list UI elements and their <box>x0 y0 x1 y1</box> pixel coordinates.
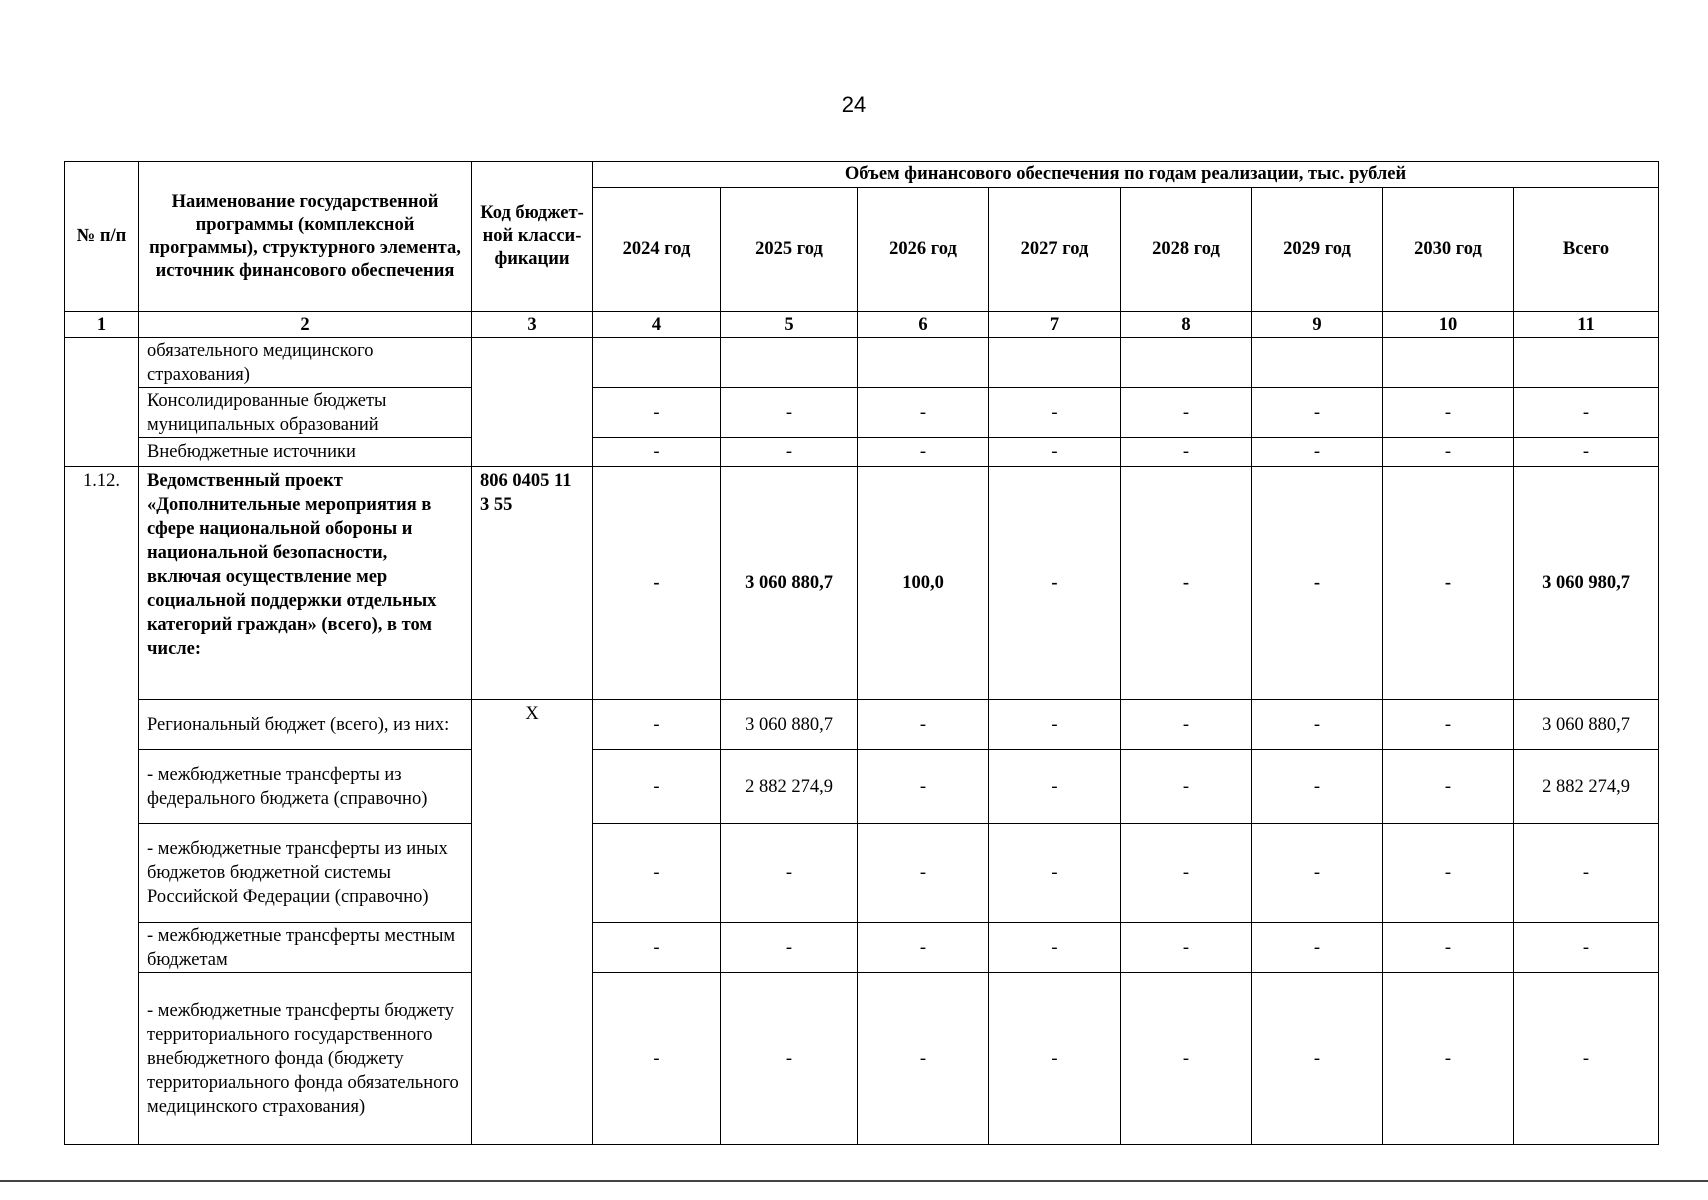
cell-value: - <box>1383 467 1514 700</box>
cell-value <box>721 338 858 388</box>
cell-value: - <box>1383 700 1514 750</box>
table-row <box>65 923 1659 973</box>
column-number: 11 <box>1514 312 1659 338</box>
cell-value: - <box>1383 824 1514 923</box>
table-row <box>65 700 1659 750</box>
cell-value: - <box>1252 973 1383 1145</box>
column-number: 5 <box>721 312 858 338</box>
header-year: 2030 год <box>1383 188 1514 312</box>
header-year: 2027 год <box>989 188 1121 312</box>
cell-value: - <box>1383 923 1514 973</box>
page-number: 24 <box>841 92 867 117</box>
cell-value: - <box>1383 973 1514 1145</box>
cell-value: - <box>1252 700 1383 750</box>
cell-value: - <box>1252 923 1383 973</box>
table-row <box>65 824 1659 923</box>
cell-value <box>593 338 721 388</box>
cell-code: 806 0405 11 3 55 <box>472 467 593 700</box>
header-year: 2029 год <box>1252 188 1383 312</box>
header-name: Наименование государственной программы (комплексной программы), структурного элемента, источник финансового обеспечения <box>139 162 472 312</box>
cell-value: - <box>593 438 721 467</box>
column-number: 4 <box>593 312 721 338</box>
cell-value: 100,0 <box>858 467 989 700</box>
cell-value <box>1514 338 1659 388</box>
header-code: Код бюджет-ной класси-фикации <box>472 162 593 312</box>
cell-code: X <box>472 700 593 1145</box>
cell-no: 1.12. <box>65 467 139 1145</box>
cell-source-name: обязательного медицинского страхования) <box>139 338 472 388</box>
cell-value: 3 060 980,7 <box>1514 467 1659 700</box>
table-row <box>65 388 1659 438</box>
header-year: 2028 год <box>1121 188 1252 312</box>
header-funding-group: Объем финансового обеспечения по годам реализации, тыс. рублей <box>593 162 1659 188</box>
header-no: № п/п <box>65 162 139 312</box>
cell-value: - <box>989 438 1121 467</box>
cell-value: - <box>989 824 1121 923</box>
cell-source-name: - межбюджетные трансферты бюджету территориального государственного внебюджетного фонда (бюджету территориального фонда обязательного медицинского страхования) <box>139 973 472 1145</box>
financing-table <box>64 161 1659 1145</box>
cell-value: - <box>858 750 989 824</box>
cell-value: - <box>858 824 989 923</box>
cell-value: - <box>1121 467 1252 700</box>
cell-value: - <box>1252 467 1383 700</box>
cell-value: 3 060 880,7 <box>721 700 858 750</box>
cell-value: - <box>593 388 721 438</box>
cell-value: - <box>858 923 989 973</box>
cell-value: - <box>989 973 1121 1145</box>
cell-value: - <box>1252 438 1383 467</box>
cell-value <box>1383 338 1514 388</box>
cell-value: - <box>1121 700 1252 750</box>
table-header <box>65 162 1659 338</box>
column-number: 7 <box>989 312 1121 338</box>
column-number: 1 <box>65 312 139 338</box>
column-number: 8 <box>1121 312 1252 338</box>
page-scan-edge <box>0 1180 1708 1182</box>
cell-value: - <box>1383 438 1514 467</box>
cell-value: 3 060 880,7 <box>1514 700 1659 750</box>
cell-value: - <box>1383 388 1514 438</box>
cell-source-name: - межбюджетные трансферты из федерального бюджета (справочно) <box>139 750 472 824</box>
header-year: 2024 год <box>593 188 721 312</box>
cell-value: - <box>1514 923 1659 973</box>
cell-source-name: Внебюджетные источники <box>139 438 472 467</box>
cell-value: - <box>1514 973 1659 1145</box>
table-row-project <box>65 467 1659 700</box>
column-number: 9 <box>1252 312 1383 338</box>
cell-value: - <box>1252 388 1383 438</box>
cell-value: - <box>1252 824 1383 923</box>
cell-value: - <box>721 438 858 467</box>
cell-value: 2 882 274,9 <box>721 750 858 824</box>
table-row <box>65 438 1659 467</box>
table-row <box>65 338 1659 388</box>
cell-value <box>1252 338 1383 388</box>
cell-value: - <box>858 388 989 438</box>
cell-value <box>858 338 989 388</box>
cell-value: - <box>593 923 721 973</box>
cell-value: - <box>1383 750 1514 824</box>
cell-value: - <box>593 467 721 700</box>
cell-value: - <box>1121 824 1252 923</box>
cell-source-name: Региональный бюджет (всего), из них: <box>139 700 472 750</box>
cell-value: - <box>593 700 721 750</box>
cell-value: - <box>1121 973 1252 1145</box>
cell-value: - <box>989 750 1121 824</box>
cell-value: - <box>858 700 989 750</box>
header-year: 2025 год <box>721 188 858 312</box>
cell-value: - <box>1252 750 1383 824</box>
cell-value: - <box>858 438 989 467</box>
cell-no <box>65 338 139 467</box>
cell-code <box>472 338 593 467</box>
cell-value: - <box>1514 438 1659 467</box>
cell-value <box>1121 338 1252 388</box>
cell-source-name: - межбюджетные трансферты местным бюджетам <box>139 923 472 973</box>
cell-value: 3 060 880,7 <box>721 467 858 700</box>
cell-value: - <box>593 750 721 824</box>
cell-value: - <box>593 973 721 1145</box>
cell-value: - <box>1514 824 1659 923</box>
table-row <box>65 973 1659 1145</box>
cell-value: - <box>721 388 858 438</box>
header-year: 2026 год <box>858 188 989 312</box>
cell-value: - <box>721 973 858 1145</box>
column-number: 3 <box>472 312 593 338</box>
column-number: 6 <box>858 312 989 338</box>
cell-value: - <box>593 824 721 923</box>
cell-value: - <box>1121 388 1252 438</box>
cell-value: - <box>1121 750 1252 824</box>
cell-project-name: Ведомственный проект «Дополнительные мероприятия в сфере национальной обороны и национальной безопасности, включая осуществление мер социальной поддержки отдельных категорий граждан» (всего), в том числе: <box>139 467 472 700</box>
cell-value: - <box>858 973 989 1145</box>
cell-value: - <box>1514 388 1659 438</box>
cell-value: - <box>989 388 1121 438</box>
table-body <box>65 338 1659 1145</box>
cell-value: - <box>721 923 858 973</box>
table-row <box>65 750 1659 824</box>
cell-source-name: Консолидированные бюджеты муниципальных образований <box>139 388 472 438</box>
cell-value: - <box>989 467 1121 700</box>
cell-value: 2 882 274,9 <box>1514 750 1659 824</box>
column-number: 10 <box>1383 312 1514 338</box>
cell-value: - <box>989 923 1121 973</box>
cell-value: - <box>1121 438 1252 467</box>
cell-value <box>989 338 1121 388</box>
cell-value: - <box>1121 923 1252 973</box>
cell-source-name: - межбюджетные трансферты из иных бюджетов бюджетной системы Российской Федерации (справочно) <box>139 824 472 923</box>
header-total: Всего <box>1514 188 1659 312</box>
cell-value: - <box>721 824 858 923</box>
column-number: 2 <box>139 312 472 338</box>
cell-value: - <box>989 700 1121 750</box>
